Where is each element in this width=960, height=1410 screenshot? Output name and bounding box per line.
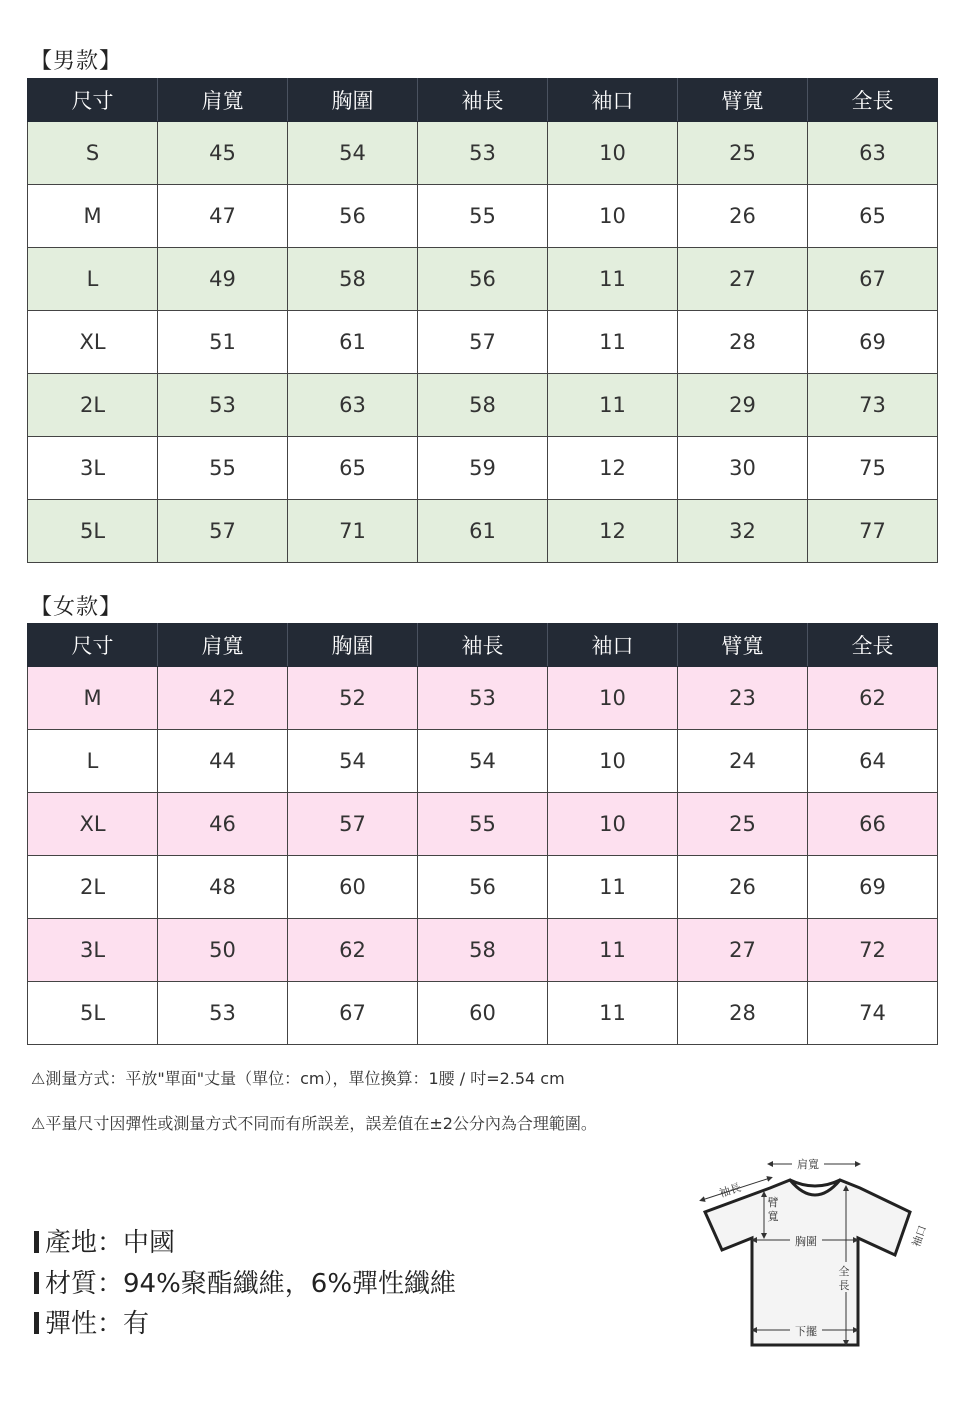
size-label-cell: 3L	[28, 437, 158, 500]
table-row	[28, 185, 938, 248]
measurement-cell: 28	[678, 311, 808, 374]
measurement-cell: 51	[158, 311, 288, 374]
measurement-cell: 58	[418, 919, 548, 982]
measurement-cell: 11	[548, 248, 678, 311]
measurement-cell: 23	[678, 667, 808, 730]
size-label-cell: L	[28, 248, 158, 311]
women-header-row	[28, 624, 938, 667]
measurement-cell: 24	[678, 730, 808, 793]
men-header-cell: 尺寸	[28, 79, 158, 122]
measurement-cell: 53	[158, 374, 288, 437]
measurement-cell: 60	[418, 982, 548, 1045]
women-header-cell: 全長	[808, 624, 938, 667]
measurement-cell: 25	[678, 793, 808, 856]
measurement-cell: 62	[808, 667, 938, 730]
spec-bullet	[34, 1272, 39, 1294]
men-header-cell: 袖長	[418, 79, 548, 122]
measurement-cell: 75	[808, 437, 938, 500]
measurement-cell: 32	[678, 500, 808, 563]
label-length-1: 全	[838, 1265, 850, 1278]
men-header-cell: 肩寬	[158, 79, 288, 122]
measurement-cell: 69	[808, 856, 938, 919]
measurement-cell: 30	[678, 437, 808, 500]
measurement-cell: 11	[548, 311, 678, 374]
measurement-cell: 27	[678, 919, 808, 982]
measurement-cell: 77	[808, 500, 938, 563]
measurement-cell: 27	[678, 248, 808, 311]
measurement-cell: 55	[418, 185, 548, 248]
measurement-cell: 28	[678, 982, 808, 1045]
measurement-cell: 26	[678, 856, 808, 919]
measurement-cell: 74	[808, 982, 938, 1045]
measurement-cell: 54	[288, 730, 418, 793]
measurement-cell: 65	[288, 437, 418, 500]
measurement-cell: 10	[548, 185, 678, 248]
spec-material	[34, 1263, 456, 1300]
label-hem: 下擺	[795, 1325, 817, 1338]
measurement-cell: 63	[288, 374, 418, 437]
measurement-cell: 69	[808, 311, 938, 374]
size-label-cell: 3L	[28, 919, 158, 982]
measurement-cell: 63	[808, 122, 938, 185]
label-arm-width-1: 臂	[767, 1196, 779, 1209]
table-row	[28, 730, 938, 793]
measurement-cell: 71	[288, 500, 418, 563]
women-table-body	[28, 667, 938, 1045]
table-row	[28, 248, 938, 311]
men-size-table	[27, 78, 938, 563]
table-row	[28, 122, 938, 185]
measurement-cell: 53	[158, 982, 288, 1045]
measurement-cell: 50	[158, 919, 288, 982]
measurement-cell: 54	[418, 730, 548, 793]
measurement-cell: 67	[808, 248, 938, 311]
measurement-cell: 48	[158, 856, 288, 919]
measurement-cell: 62	[288, 919, 418, 982]
measurement-cell: 46	[158, 793, 288, 856]
men-header-cell: 全長	[808, 79, 938, 122]
measurement-cell: 67	[288, 982, 418, 1045]
measurement-cell: 56	[418, 856, 548, 919]
measurement-cell: 58	[288, 248, 418, 311]
measurement-cell: 47	[158, 185, 288, 248]
measurement-cell: 11	[548, 374, 678, 437]
measurement-cell: 11	[548, 856, 678, 919]
women-header-cell: 尺寸	[28, 624, 158, 667]
spec-origin	[34, 1222, 175, 1259]
label-cuff: 袖口	[909, 1223, 930, 1249]
measurement-cell: 56	[288, 185, 418, 248]
measurement-cell: 72	[808, 919, 938, 982]
measurement-cell: 57	[158, 500, 288, 563]
measurement-cell: 10	[548, 730, 678, 793]
label-shoulder: 肩寬	[797, 1158, 819, 1171]
men-table-body	[28, 122, 938, 563]
measurement-cell: 61	[418, 500, 548, 563]
measurement-cell: 73	[808, 374, 938, 437]
measurement-cell: 65	[808, 185, 938, 248]
measurement-cell: 42	[158, 667, 288, 730]
measurement-cell: 54	[288, 122, 418, 185]
size-label-cell: XL	[28, 311, 158, 374]
men-section-title: 【男款】	[30, 49, 123, 74]
measurement-cell: 53	[418, 667, 548, 730]
measurement-cell: 29	[678, 374, 808, 437]
measurement-cell: 64	[808, 730, 938, 793]
label-chest: 胸圍	[795, 1235, 817, 1248]
measurement-cell: 57	[288, 793, 418, 856]
size-label-cell: M	[28, 185, 158, 248]
measurement-cell: 61	[288, 311, 418, 374]
table-row	[28, 311, 938, 374]
measurement-cell: 56	[418, 248, 548, 311]
women-header-cell: 袖口	[548, 624, 678, 667]
spec-elasticity	[34, 1303, 149, 1340]
women-header-cell: 胸圍	[288, 624, 418, 667]
table-row	[28, 982, 938, 1045]
size-label-cell: 2L	[28, 374, 158, 437]
table-row	[28, 856, 938, 919]
size-label-cell: L	[28, 730, 158, 793]
men-header-row	[28, 79, 938, 122]
table-row	[28, 667, 938, 730]
men-header-cell: 袖口	[548, 79, 678, 122]
measurement-cell: 55	[158, 437, 288, 500]
label-arm-width-2: 寬	[767, 1210, 779, 1223]
measurement-cell: 12	[548, 437, 678, 500]
measurement-cell: 52	[288, 667, 418, 730]
measurement-cell: 58	[418, 374, 548, 437]
spec-origin-text: 產地：中國	[45, 1228, 176, 1258]
measurement-cell: 66	[808, 793, 938, 856]
tshirt-outline	[705, 1180, 910, 1345]
measurement-cell: 49	[158, 248, 288, 311]
table-row	[28, 500, 938, 563]
measurement-cell: 11	[548, 919, 678, 982]
measurement-note: ⚠測量方式：平放"單面"丈量（單位：cm），單位換算：1腰 / 吋=2.54 cm	[31, 1069, 565, 1088]
measurement-cell: 12	[548, 500, 678, 563]
measurement-cell: 53	[418, 122, 548, 185]
table-row	[28, 919, 938, 982]
women-size-table	[27, 623, 938, 1045]
women-header-cell: 臂寬	[678, 624, 808, 667]
size-label-cell: 5L	[28, 982, 158, 1045]
women-header-cell: 袖長	[418, 624, 548, 667]
table-row	[28, 437, 938, 500]
measurement-cell: 59	[418, 437, 548, 500]
measurement-cell: 10	[548, 793, 678, 856]
size-label-cell: S	[28, 122, 158, 185]
size-label-cell: 5L	[28, 500, 158, 563]
measurement-cell: 10	[548, 667, 678, 730]
spec-bullet	[34, 1312, 39, 1334]
measurement-cell: 44	[158, 730, 288, 793]
label-length-2: 長	[838, 1279, 850, 1292]
table-row	[28, 793, 938, 856]
measurement-cell: 57	[418, 311, 548, 374]
measurement-cell: 10	[548, 122, 678, 185]
size-label-cell: XL	[28, 793, 158, 856]
men-header-cell: 胸圍	[288, 79, 418, 122]
tshirt-measurement-icon	[690, 1150, 940, 1360]
spec-bullet	[34, 1231, 39, 1253]
tolerance-note: ⚠平量尺寸因彈性或測量方式不同而有所誤差，誤差值在±2公分內為合理範圍。	[31, 1114, 597, 1133]
women-section-title: 【女款】	[30, 595, 123, 620]
measurement-cell: 55	[418, 793, 548, 856]
table-row	[28, 374, 938, 437]
measurement-cell: 25	[678, 122, 808, 185]
size-label-cell: 2L	[28, 856, 158, 919]
spec-material-text: 材質：94%聚酯纖維，6%彈性纖維	[45, 1269, 457, 1299]
size-label-cell: M	[28, 667, 158, 730]
measurement-cell: 45	[158, 122, 288, 185]
measurement-cell: 26	[678, 185, 808, 248]
measurement-cell: 60	[288, 856, 418, 919]
men-header-cell: 臂寬	[678, 79, 808, 122]
spec-elasticity-text: 彈性：有	[45, 1309, 150, 1339]
measurement-cell: 11	[548, 982, 678, 1045]
women-header-cell: 肩寬	[158, 624, 288, 667]
label-sleeve-length: 袖長	[717, 1180, 743, 1201]
